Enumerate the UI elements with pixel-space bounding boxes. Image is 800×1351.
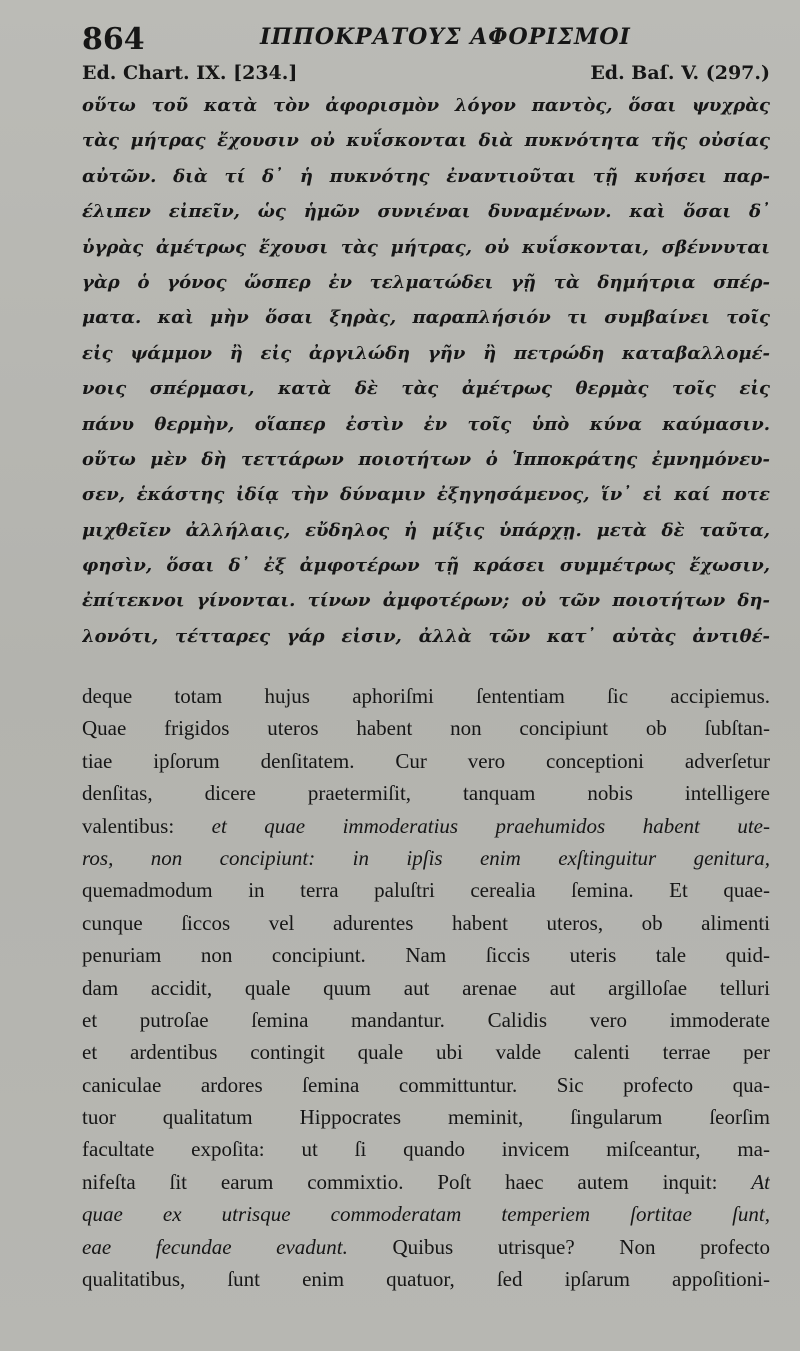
latin-line: denſitas, dicere praetermiſit, tanquam nobis intelligere bbox=[82, 781, 770, 806]
latin-line: cunque ſiccos vel adurentes habent uteros, ob alimenti bbox=[82, 910, 770, 935]
greek-line: φησὶν, ὅσαι δ᾽ ἐξ ἀμφοτέρων τῇ κράσει συμμέτρως ἔχωσιν, bbox=[82, 555, 770, 577]
greek-line: εἰς ψάμμον ἢ εἰς ἀργιλώδη γῆν ἢ πετρώδη καταβαλλομέ- bbox=[82, 342, 770, 364]
greek-line: σεν, ἑκάστης ἰδίᾳ τὴν δύναμιν ἐξηγησάμενος, ἵν᾽ εἰ καί ποτε bbox=[82, 484, 770, 506]
greek-line: μιχθεῖεν ἀλλήλαις, εὔδηλος ἡ μίξις ὑπάρχῃ. μετὰ δὲ ταῦτα, bbox=[82, 519, 770, 541]
greek-line: λονότι, τέτταρες γάρ εἰσιν, ἀλλὰ τῶν κατ᾽ αὐτὰς ἀντιθέ- bbox=[82, 625, 770, 647]
latin-line: caniculae ardores ſemina committuntur. Sic profecto qua- bbox=[82, 1072, 770, 1097]
latin-italic-quote: ros, non concipiunt: in ipſis enim exſtinguitur genitura, bbox=[82, 845, 770, 870]
latin-line: valentibus: et quae immoderatius praehumidos habent ute- bbox=[82, 813, 770, 838]
latin-line: deque totam hujus aphoriſmi ſententiam ſic accipiemus. bbox=[82, 684, 770, 708]
latin-line: dam accidit, quale quum aut arenae aut argilloſae telluri bbox=[82, 975, 770, 1000]
latin-line: facultate expoſita: ut ſi quando invicem miſceantur, ma- bbox=[82, 1137, 770, 1162]
latin-line: tiae ipſorum denſitatem. Cur vero conceptioni adverſetur bbox=[82, 748, 770, 773]
greek-line: ματα. καὶ μὴν ὅσαι ξηρὰς, παραπλήσιόν τι συμβαίνει τοῖς bbox=[82, 307, 770, 329]
latin-line bbox=[82, 842, 770, 874]
greek-line: νοις σπέρμασι, κατὰ δὲ τὰς ἀμέτρως θερμὰς τοῖς εἰς bbox=[82, 378, 770, 400]
latin-line: et ardentibus contingit quale ubi valde calenti terrae per bbox=[82, 1040, 770, 1065]
page-number: 864 bbox=[82, 22, 145, 57]
latin-line: eae fecundae evadunt. Quibus utrisque? Non profecto bbox=[82, 1234, 770, 1259]
latin-line: et putroſae ſemina mandantur. Calidis vero immoderate bbox=[82, 1007, 770, 1032]
running-title: ΙΠΠΟΚΡΑΤΟΥΣ ΑΦΟΡΙΣΜΟΙ bbox=[260, 24, 631, 50]
greek-line: τὰς μήτρας ἔχουσιν οὐ κυΐσκονται διὰ πυκνότητα τῆς οὐσίας bbox=[82, 130, 770, 152]
edition-reference-basel: Ed. Baſ. V. (297.) bbox=[590, 62, 770, 84]
latin-line bbox=[82, 1198, 770, 1230]
greek-line: ὑγρὰς ἀμέτρως ἔχουσι τὰς μήτρας, οὐ κυΐσκονται, σβέννυται bbox=[82, 236, 770, 258]
greek-text-block bbox=[82, 88, 770, 654]
greek-line: ἐπίτεκνοι γίνονται. τίνων ἀμφοτέρων; οὐ τῶν ποιοτήτων δη- bbox=[82, 590, 770, 612]
greek-line: έλιπεν εἰπεῖν, ὡς ἡμῶν συνιέναι δυναμένων. καὶ ὅσαι δ᾽ bbox=[82, 201, 770, 223]
latin-line: quemadmodum in terra paluſtri cerealia ſemina. Et quae- bbox=[82, 878, 770, 903]
latin-line: Quae frigidos uteros habent non concipiunt ob ſubſtan- bbox=[82, 716, 770, 741]
latin-italic-quote: et quae immoderatius praehumidos habent ute- bbox=[211, 813, 770, 838]
greek-line: γὰρ ὁ γόνος ὥσπερ ἐν τελματώδει γῇ τὰ δημήτρια σπέρ- bbox=[82, 271, 770, 293]
greek-line: πάνυ θερμὴν, οἵαπερ ἐστὶν ἐν τοῖς ὑπὸ κύνα καύμασιν. bbox=[82, 413, 770, 435]
edition-reference-chartier: Ed. Chart. IX. [234.] bbox=[82, 62, 298, 84]
latin-italic-quote: At bbox=[751, 1169, 770, 1194]
greek-line: οὕτω τοῦ κατὰ τὸν ἀφορισμὸν λόγον παντὸς, ὅσαι ψυχρὰς bbox=[82, 95, 770, 116]
latin-italic-quote: eae fecundae evadunt. bbox=[82, 1234, 348, 1259]
latin-text-block bbox=[82, 680, 770, 1295]
latin-line: nifeſta ſit earum commixtio. Poſt haec autem inquit: At bbox=[82, 1169, 770, 1194]
greek-line: οὕτω μὲν δὴ τεττάρων ποιοτήτων ὁ Ἱπποκράτης ἐμνημόνευ- bbox=[82, 448, 770, 470]
latin-line: penuriam non concipiunt. Nam ſiccis uteris tale quid- bbox=[82, 943, 770, 968]
latin-line: tuor qualitatum Hippocrates meminit, ſingularum ſeorſim bbox=[82, 1105, 770, 1130]
page-header bbox=[82, 22, 772, 62]
latin-line: qualitatibus, ſunt enim quatuor, ſed ipſarum appoſitioni- bbox=[82, 1267, 770, 1292]
greek-line: αὐτῶν. διὰ τί δ᾽ ἡ πυκνότης ἐναντιοῦται τῇ κυήσει παρ- bbox=[82, 165, 770, 187]
latin-italic-quote: quae ex utrisque commoderatam temperiem ſortitae ſunt, bbox=[82, 1202, 770, 1227]
